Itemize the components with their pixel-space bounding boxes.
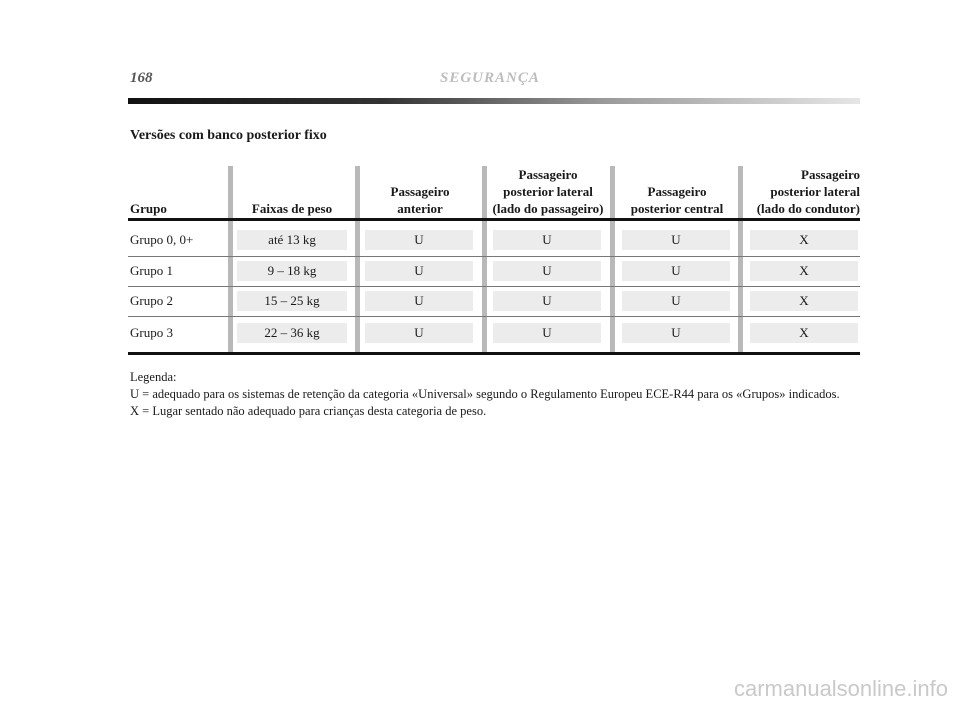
section-title: Versões com banco posterior fixo bbox=[130, 128, 327, 143]
cell-weight: 15 – 25 kg bbox=[237, 291, 347, 311]
header-posterior-lateral-passageiro: Passageiro posterior lateral (lado do passageiro) bbox=[492, 167, 604, 216]
cell-rear-center: U bbox=[622, 323, 730, 343]
cell-weight: 22 – 36 kg bbox=[237, 323, 347, 343]
cell-rear-passenger: U bbox=[493, 230, 601, 250]
legend-item-x: X = Lugar sentado não adequado para crianças desta categoria de peso. bbox=[130, 404, 487, 418]
row-divider bbox=[128, 286, 860, 287]
cell-front: U bbox=[365, 230, 473, 250]
row-divider bbox=[128, 316, 860, 317]
cell-rear-driver: X bbox=[750, 261, 858, 281]
header-faixas-de-peso: Faixas de peso bbox=[251, 201, 333, 216]
cell-rear-center: U bbox=[622, 291, 730, 311]
cell-rear-passenger: U bbox=[493, 261, 601, 281]
row-divider bbox=[128, 256, 860, 257]
cell-rear-driver: X bbox=[750, 291, 858, 311]
cell-group: Grupo 0, 0+ bbox=[130, 232, 194, 247]
watermark: carmanualsonline.info bbox=[733, 676, 948, 701]
header-posterior-central: Passageiro posterior central bbox=[630, 184, 724, 216]
header-passageiro-anterior: Passageiro anterior bbox=[390, 184, 450, 216]
legend-item-u: U = adequado para os sistemas de retenção da categoria «Universal» segundo o Regulamento Europeu ECE-R44 para os «Grupos» indicados. bbox=[130, 387, 840, 401]
cell-weight: 9 – 18 kg bbox=[237, 261, 347, 281]
header-rule bbox=[128, 98, 860, 104]
legend-label: Legenda: bbox=[130, 370, 177, 384]
cell-group: Grupo 1 bbox=[130, 263, 173, 278]
section-header: SEGURANÇA bbox=[440, 70, 540, 86]
cell-front: U bbox=[365, 291, 473, 311]
table-header-rule bbox=[128, 218, 860, 221]
header-grupo: Grupo bbox=[130, 201, 167, 216]
cell-front: U bbox=[365, 261, 473, 281]
cell-rear-driver: X bbox=[750, 323, 858, 343]
cell-weight: até 13 kg bbox=[237, 230, 347, 250]
table-bottom-rule bbox=[128, 352, 860, 355]
cell-front: U bbox=[365, 323, 473, 343]
page-number: 168 bbox=[130, 70, 153, 86]
cell-rear-driver: X bbox=[750, 230, 858, 250]
cell-rear-center: U bbox=[622, 230, 730, 250]
cell-rear-center: U bbox=[622, 261, 730, 281]
cell-rear-passenger: U bbox=[493, 323, 601, 343]
cell-group: Grupo 2 bbox=[130, 293, 173, 308]
column-separator bbox=[355, 166, 360, 354]
column-separator bbox=[228, 166, 233, 354]
cell-rear-passenger: U bbox=[493, 291, 601, 311]
cell-group: Grupo 3 bbox=[130, 325, 173, 340]
header-posterior-lateral-condutor: Passageiro posterior lateral (lado do condutor) bbox=[756, 167, 860, 216]
legend bbox=[130, 369, 860, 420]
